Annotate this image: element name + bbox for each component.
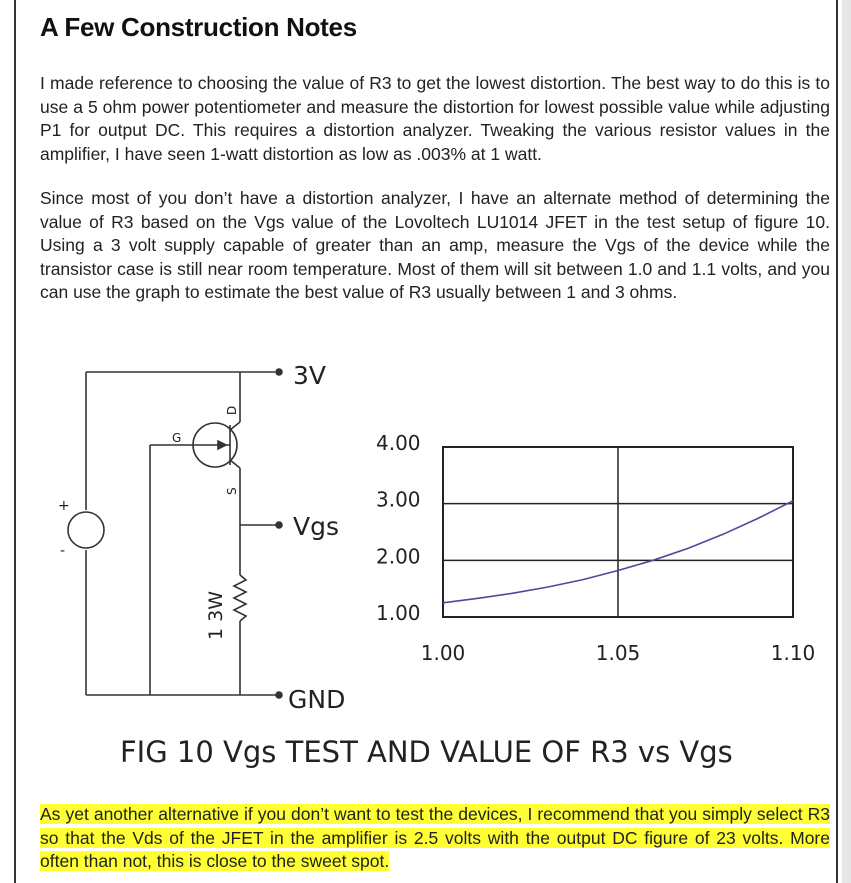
supply-label: 3V <box>293 361 327 390</box>
x-tick-label: 1.00 <box>420 641 466 665</box>
plus-label: + <box>58 498 70 514</box>
paragraph-alternate-method: Since most of you don’t have a distortion analyzer, I have an alternate method of determining the value of R3 based on the Vgs value of the Lovoltech LU1014 JFET in the test setup of figure 10. Using a 3 volt supply capable of greater than an amp, measure the Vgs of the device while the transistor case is still near room temperature. Most of them will sit between 1.0 and 1.1 volts, and you can use the graph to estimate the best value of R3 usually between 1 and 3 ohms. <box>40 188 830 302</box>
minus-label: - <box>60 543 66 559</box>
paragraph-highlighted-alternative <box>40 803 830 874</box>
jfet-drain-lead <box>230 422 240 430</box>
voltage-source-icon <box>68 512 104 548</box>
node-gnd-dot <box>276 692 282 698</box>
highlighted-text: As yet another alternative if you don’t want to test the devices, I recommend that you simply select R3 so that the Vds of the JFET in the amplifier is 2.5 volts with the output DC figure of 23 volts. More often than not, this is close to the sweet spot. <box>40 804 830 871</box>
y-tick-label: 2.00 <box>376 544 421 569</box>
resistor-symbol <box>234 575 246 621</box>
source-label: S <box>225 487 239 495</box>
jfet-source-lead <box>230 460 240 468</box>
figure-caption: FIG 10 Vgs TEST AND VALUE OF R3 vs Vgs <box>120 735 733 769</box>
figure-10 <box>50 350 820 780</box>
drain-label: D <box>225 405 239 415</box>
node-3v-dot <box>276 369 282 375</box>
resistor-label: 1 3W <box>205 590 227 640</box>
gate-label: G <box>172 431 182 445</box>
r3-vs-vgs-chart <box>376 431 815 665</box>
paragraph-distortion: I made reference to choosing the value of R3 to get the lowest distortion. The best way to do this is to use a 5 ohm power potentiometer and measure the distortion for lowest possible value while adjusting P1 for output DC. This requires a distortion analyzer. Tweaking the various resistor values in the amplifier, I have seen 1-watt distortion as low as .003% at 1 watt. <box>40 73 830 164</box>
gate-arrow-icon <box>218 441 226 449</box>
gnd-label: GND <box>288 685 346 714</box>
y-tick-label: 3.00 <box>376 487 421 512</box>
node-vgs-dot <box>276 522 282 528</box>
scrollbar[interactable] <box>842 0 851 883</box>
x-tick-label: 1.10 <box>770 641 816 665</box>
x-tick-label: 1.05 <box>595 641 641 665</box>
test-circuit <box>68 369 282 698</box>
y-axis-ticks <box>376 431 421 625</box>
y-tick-label: 1.00 <box>376 601 421 625</box>
x-axis-ticks <box>421 641 816 665</box>
y-tick-label: 4.00 <box>376 431 421 455</box>
page-title: A Few Construction Notes <box>40 12 357 42</box>
vgs-label: Vgs <box>293 512 339 541</box>
